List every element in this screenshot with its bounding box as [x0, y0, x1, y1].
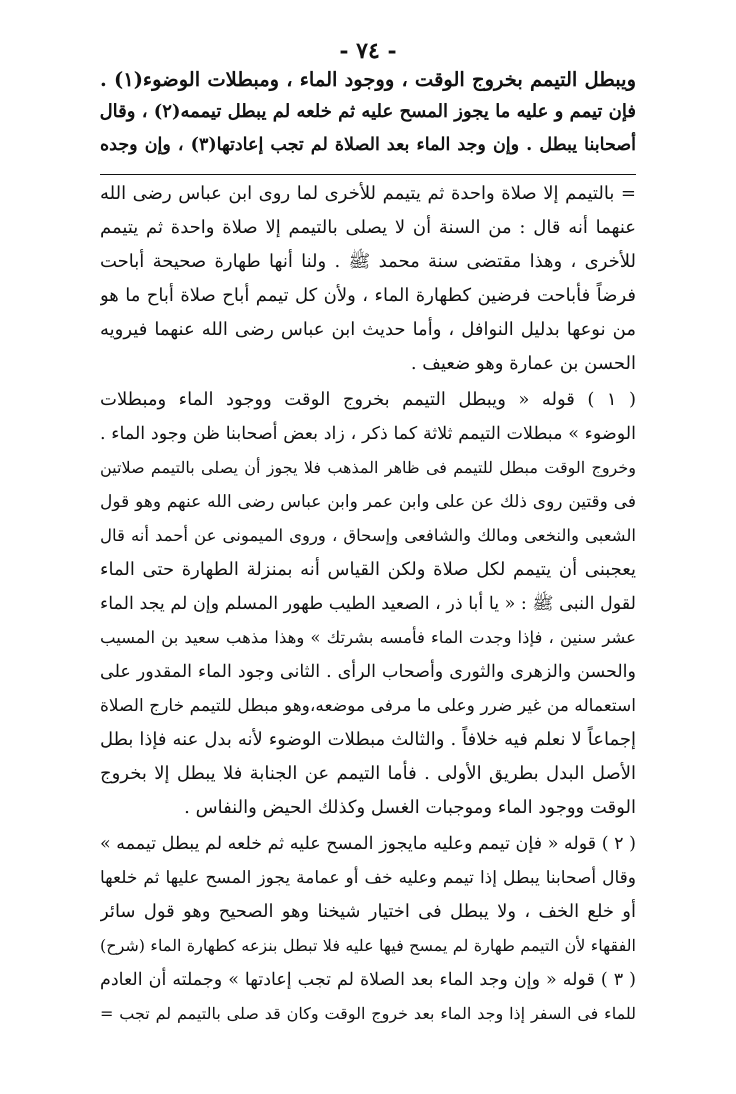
footnote-line: يعجبنى أن يتيمم لكل صلاة ولكن القياس أنه بمنزلة الطهارة حتى الماء — [100, 559, 636, 580]
footnote-line: الوضوء » مبطلات التيمم ثلاثة كما ذكر ، زاد بعض أصحابنا ظن وجود الماء . — [100, 424, 636, 444]
footnote-line: عنهما أنه قال : من السنة أن لا يصلى بالتيمم إلا صلاة واحدة ثم يتيمم — [100, 217, 636, 238]
footnote-line: وخروج الوقت مبطل للتيمم فى ظاهر المذهب فلا يجوز أن يصلى بالتيمم صلاتين — [100, 458, 636, 477]
footnote-line: الحسن بن عمارة وهو ضعيف . — [410, 353, 636, 374]
main-text-line: ويبطل التيمم بخروج الوقت ، ووجود الماء ، ومبطلات الوضوء(١) . — [100, 68, 636, 91]
footnote-line: للماء فى السفر إذا وجد الماء بعد خروج الوقت وكان قد صلى بالتيمم لم تجب = — [100, 1004, 636, 1023]
footnote-line: وقال أصحابنا يبطل إذا تيمم وعليه خف أو عمامة يجوز المسح عليها ثم خلعها — [100, 868, 636, 888]
footnote-line: فرضاً فأباحت فرضين كطهارة الماء ، ولأن كل تيمم أباح صلاة أباح ما هو — [100, 285, 636, 306]
footnote-line: = بالتيمم إلا صلاة واحدة ثم يتيمم للأخرى لما روى ابن عباس رضى الله — [100, 183, 636, 204]
footnote-line: أو خلع الخف ، ولا يبطل فى اختيار شيخنا وهو الصحيح وهو قول سائر — [100, 901, 636, 922]
footnote-line: ( ٢ ) قوله « فإن تيمم وعليه مايجوز المسح عليه ثم خلعه لم يبطل تيممه » — [100, 834, 636, 854]
page-number: - ٧٤ - — [339, 38, 397, 64]
footnote-divider — [100, 174, 636, 175]
footnote-line: من نوعها بدليل النوافل ، وأما حديث ابن عباس رضى الله عنهما فيرويه — [100, 319, 636, 340]
footnote-line: للأخرى ، وهذا مقتضى سنة محمد ﷺ . ولنا أنها طهارة صحيحة أباحت — [100, 251, 636, 272]
footnote-line: الشعبى والنخعى ومالك والشافعى وإسحاق ، وروى الميمونى عن أحمد أنه قال — [100, 526, 636, 545]
footnote-line: الأصل البدل بطريق الأولى . فأما التيمم عن الجنابة فلا يبطل إلا بخروج — [100, 763, 636, 784]
footnote-line: إجماعاً لا نعلم فيه خلافاً . والثالث مبطلات الوضوء لأنه بدل عنه فإذا بطل — [100, 729, 636, 750]
footnote-line: ( ٣ ) قوله « وإن وجد الماء بعد الصلاة لم تجب إعادتها » وجملته أن العادم — [100, 970, 636, 990]
main-text-line: أصحابنا يبطل . وإن وجد الماء بعد الصلاة لم تجب إعادتها(٣) ، وإن وجده — [100, 135, 636, 155]
main-text-line: فإن تيمم و عليه ما يجوز المسح عليه ثم خلعه لم يبطل تيممه(٢) ، وقال — [100, 101, 636, 122]
footnote-line: فى وقتين روى ذلك عن على وابن عمر وابن عباس رضى الله عنهم وهو قول — [100, 492, 636, 512]
footnote-line: ( ١ ) قوله « ويبطل التيمم بخروج الوقت ووجود الماء ومبطلات — [100, 389, 636, 410]
footnote-line: الفقهاء لأن التيمم طهارة لم يمسح فيها عليه فلا تبطل بنزعه كطهارة الماء (شرح) — [100, 936, 636, 955]
footnote-line: الوقت ووجود الماء وموجبات الغسل وكذلك الحيض والنفاس . — [184, 797, 636, 818]
footnote-line: استعماله من غير ضرر وعلى ما مرفى موضعه،وهو مبطل للتيمم خارج الصلاة — [100, 696, 636, 716]
footnote-line: عشر سنين ، فإذا وجدت الماء فأمسه بشرتك » وهذا مذهب سعيد بن المسيب — [100, 628, 636, 647]
footnote-line: والحسن والزهرى والثورى وأصحاب الرأى . الثانى وجود الماء المقدور على — [100, 662, 636, 682]
footnote-line: لقول النبى ﷺ : « يا أبا ذر ، الصعيد الطيب طهور المسلم وإن لم يجد الماء — [100, 594, 636, 614]
